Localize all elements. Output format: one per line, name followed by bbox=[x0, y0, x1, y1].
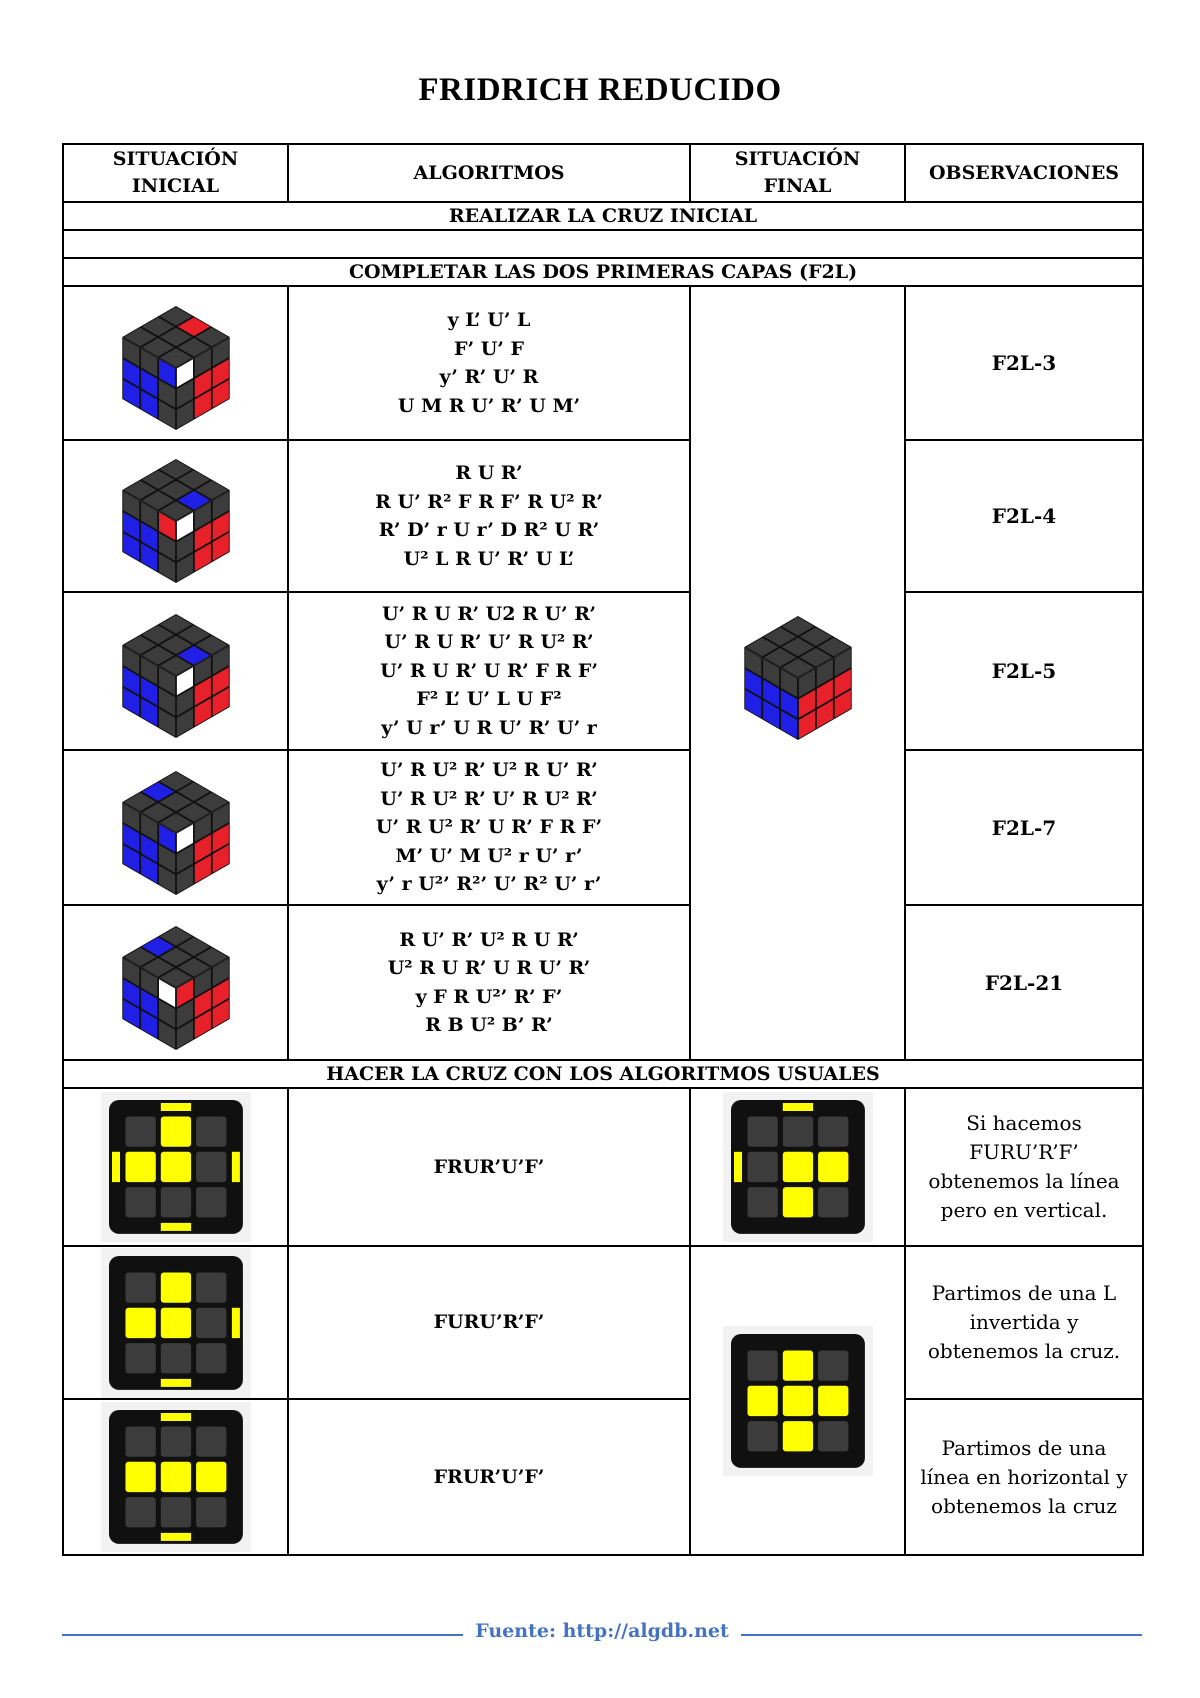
observation-line: pero en vertical. bbox=[940, 1198, 1108, 1222]
observation-line: obtenemos la cruz. bbox=[927, 1339, 1121, 1363]
cube-sticker bbox=[125, 1307, 155, 1337]
algorithm-line: y’ U r’ U R U’ R’ U’ r bbox=[381, 716, 597, 739]
cube-top-icon bbox=[101, 1092, 251, 1242]
cube-sticker bbox=[125, 1462, 155, 1492]
algorithm-line: y’ r U²’ R²’ U’ R² U’ r’ bbox=[376, 873, 602, 896]
cube-sticker bbox=[818, 1117, 848, 1147]
f2l-row bbox=[63, 286, 1143, 440]
cube-sticker bbox=[196, 1462, 226, 1492]
oll-observation-1 bbox=[905, 1088, 1143, 1246]
algorithm-line: U’ R U R’ U2 R U’ R’ bbox=[381, 602, 597, 625]
observation-line: Si hacemos bbox=[966, 1111, 1082, 1135]
header-algorithms: ALGORITMOS bbox=[288, 144, 690, 202]
cube-sticker bbox=[747, 1117, 777, 1147]
cube-icon bbox=[101, 753, 251, 903]
oll-row bbox=[63, 1246, 1143, 1399]
algorithm-line: F’ U’ F bbox=[453, 337, 524, 360]
oll-initial-2 bbox=[63, 1246, 288, 1399]
side-sticker bbox=[160, 1413, 190, 1421]
algorithm-line: U’ R U R’ U R’ F R F’ bbox=[380, 659, 598, 682]
cube-sticker bbox=[196, 1427, 226, 1457]
algorithm-line: U’ R U² R’ U² R U’ R’ bbox=[380, 759, 598, 782]
section-f2l: COMPLETAR LAS DOS PRIMERAS CAPAS (F2L) bbox=[63, 258, 1143, 286]
source-link[interactable]: Fuente: http://algdb.net bbox=[463, 1620, 741, 1642]
cube-sticker bbox=[747, 1187, 777, 1217]
f2l-algorithms-3 bbox=[288, 592, 690, 750]
cube-sticker bbox=[747, 1421, 777, 1451]
cube-sticker bbox=[160, 1497, 190, 1527]
cube-sticker bbox=[196, 1307, 226, 1337]
f2l-initial-cube-1 bbox=[63, 286, 288, 440]
cube-sticker bbox=[782, 1117, 812, 1147]
cube-sticker bbox=[782, 1350, 812, 1380]
cube-sticker bbox=[782, 1385, 812, 1415]
oll-initial-1 bbox=[63, 1088, 288, 1246]
observation-line: obtenemos la cruz bbox=[931, 1493, 1117, 1518]
cube-sticker bbox=[125, 1343, 155, 1373]
cube-top-icon bbox=[723, 1326, 873, 1476]
section-oll-cross: HACER LA CRUZ CON LOS ALGORITMOS USUALES bbox=[63, 1060, 1143, 1088]
algorithm-line: y L’ U’ L bbox=[447, 309, 531, 331]
f2l-row bbox=[63, 440, 1143, 592]
header-observations: OBSERVACIONES bbox=[905, 144, 1143, 202]
observation-line: Partimos de una L bbox=[931, 1281, 1117, 1305]
cube-sticker bbox=[125, 1427, 155, 1457]
cube-sticker bbox=[747, 1385, 777, 1415]
f2l-algorithms-1 bbox=[288, 286, 690, 440]
cube-sticker bbox=[125, 1497, 155, 1527]
header-row bbox=[63, 144, 1143, 202]
oll-algorithm-1: FRUR’U’F’ bbox=[288, 1088, 690, 1246]
algorithm-line: R’ D’ r U r’ D R² U R’ bbox=[378, 519, 600, 541]
cube-icon bbox=[101, 908, 251, 1058]
algorithm-line: R B U² B’ R’ bbox=[425, 1014, 553, 1036]
f2l-observation-3: F2L-5 bbox=[905, 592, 1143, 750]
algorithm-line: U² L R U’ R’ U L’ bbox=[403, 547, 575, 570]
f2l-row bbox=[63, 905, 1143, 1060]
cube-sticker bbox=[196, 1187, 226, 1217]
cube-sticker bbox=[160, 1343, 190, 1373]
cube-sticker bbox=[782, 1152, 812, 1182]
cube-sticker bbox=[160, 1272, 190, 1302]
algorithm-line: R U R’ bbox=[455, 462, 523, 484]
algorithm-line: y’ R’ U’ R bbox=[439, 366, 539, 388]
f2l-algorithms-4 bbox=[288, 750, 690, 905]
cube-sticker bbox=[818, 1385, 848, 1415]
algorithm-line: M’ U’ M U² r U’ r’ bbox=[395, 844, 583, 867]
cube-top-icon bbox=[723, 1092, 873, 1242]
cube-sticker bbox=[818, 1152, 848, 1182]
observation-line: Partimos de una bbox=[941, 1435, 1107, 1460]
f2l-initial-cube-2 bbox=[63, 440, 288, 592]
cube-sticker bbox=[747, 1350, 777, 1380]
header-final: SITUACIÓN FINAL bbox=[690, 144, 905, 202]
f2l-final-cube bbox=[690, 286, 905, 1060]
oll-initial-3 bbox=[63, 1399, 288, 1555]
algorithm-line: U’ R U² R’ U’ R U² R’ bbox=[380, 787, 598, 810]
f2l-algorithms-2 bbox=[288, 440, 690, 592]
cube-sticker bbox=[782, 1421, 812, 1451]
observation-line: FURU’R’F’ bbox=[969, 1140, 1079, 1164]
cube-icon bbox=[101, 441, 251, 591]
f2l-observation-4: F2L-7 bbox=[905, 750, 1143, 905]
cube-sticker bbox=[782, 1187, 812, 1217]
cube-sticker bbox=[196, 1343, 226, 1373]
algorithm-line: U’ R U R’ U’ R U² R’ bbox=[384, 631, 594, 654]
side-sticker bbox=[231, 1152, 239, 1182]
oll-final-1 bbox=[690, 1088, 905, 1246]
side-sticker bbox=[160, 1103, 190, 1111]
algorithm-line: F² L’ U’ L U F² bbox=[416, 688, 562, 711]
observation-line: invertida y bbox=[969, 1310, 1079, 1334]
cube-sticker bbox=[160, 1187, 190, 1217]
cube-sticker bbox=[125, 1117, 155, 1147]
cube-sticker bbox=[196, 1152, 226, 1182]
oll-algorithm-2: FURU’R’F’ bbox=[288, 1246, 690, 1399]
oll-algorithm-3: FRUR’U’F’ bbox=[288, 1399, 690, 1555]
side-sticker bbox=[112, 1152, 120, 1182]
cube-top-icon bbox=[101, 1248, 251, 1398]
cube-sticker bbox=[196, 1497, 226, 1527]
oll-observation-3 bbox=[905, 1399, 1143, 1555]
cube-sticker bbox=[160, 1462, 190, 1492]
solved-f2l-cube-icon bbox=[723, 598, 873, 748]
cube-sticker bbox=[160, 1152, 190, 1182]
fridrich-table bbox=[62, 143, 1144, 1556]
algorithm-line: U² R U R’ U R U’ R’ bbox=[387, 957, 591, 979]
f2l-row bbox=[63, 750, 1143, 905]
page-title: FRIDRICH REDUCIDO bbox=[418, 72, 782, 108]
f2l-initial-cube-5 bbox=[63, 905, 288, 1060]
side-sticker bbox=[782, 1103, 812, 1111]
cube-sticker bbox=[818, 1187, 848, 1217]
footer bbox=[62, 1620, 1142, 1648]
cube-sticker bbox=[818, 1350, 848, 1380]
cube-icon bbox=[101, 596, 251, 746]
side-sticker bbox=[160, 1378, 190, 1386]
side-sticker bbox=[734, 1152, 742, 1182]
cube-sticker bbox=[196, 1272, 226, 1302]
oll-final-2 bbox=[690, 1246, 905, 1555]
cube-sticker bbox=[125, 1152, 155, 1182]
f2l-initial-cube-3 bbox=[63, 592, 288, 750]
f2l-row bbox=[63, 592, 1143, 750]
f2l-observation-2: F2L-4 bbox=[905, 440, 1143, 592]
cube-sticker bbox=[160, 1427, 190, 1457]
f2l-observation-1: F2L-3 bbox=[905, 286, 1143, 440]
cube-icon bbox=[101, 288, 251, 438]
blank-row bbox=[63, 230, 1143, 258]
cube-sticker bbox=[196, 1117, 226, 1147]
f2l-algorithms-5 bbox=[288, 905, 690, 1060]
side-sticker bbox=[231, 1307, 239, 1337]
algorithm-line: y F R U²’ R’ F’ bbox=[415, 985, 563, 1008]
header-initial: SITUACIÓN INICIAL bbox=[63, 144, 288, 202]
observation-line: obtenemos la línea bbox=[928, 1169, 1120, 1193]
observation-line: línea en horizontal y bbox=[920, 1464, 1128, 1489]
f2l-initial-cube-4 bbox=[63, 750, 288, 905]
side-sticker bbox=[160, 1533, 190, 1541]
oll-row bbox=[63, 1088, 1143, 1246]
algorithm-line: U’ R U² R’ U R’ F R F’ bbox=[375, 816, 603, 839]
cube-sticker bbox=[160, 1117, 190, 1147]
algorithm-line: R U’ R² F R F’ R U² R’ bbox=[375, 490, 603, 513]
oll-row bbox=[63, 1399, 1143, 1555]
cube-sticker bbox=[125, 1272, 155, 1302]
side-sticker bbox=[160, 1223, 190, 1231]
cube-top-icon bbox=[101, 1402, 251, 1552]
cube-sticker bbox=[818, 1421, 848, 1451]
cube-sticker bbox=[125, 1187, 155, 1217]
oll-observation-2 bbox=[905, 1246, 1143, 1399]
algorithm-line: U M R U’ R’ U M’ bbox=[397, 394, 581, 417]
f2l-observation-5: F2L-21 bbox=[905, 905, 1143, 1060]
cube-sticker bbox=[747, 1152, 777, 1182]
section-cross: REALIZAR LA CRUZ INICIAL bbox=[63, 202, 1143, 230]
cube-sticker bbox=[160, 1307, 190, 1337]
algorithm-line: R U’ R’ U² R U R’ bbox=[399, 928, 579, 951]
